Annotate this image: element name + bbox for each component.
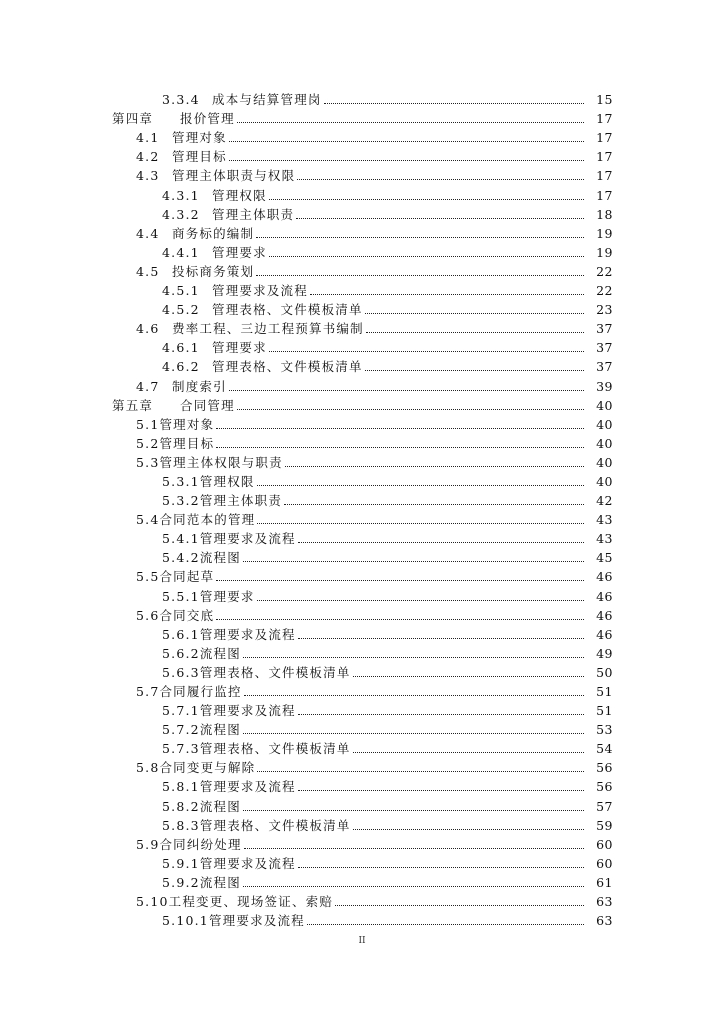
toc-entry-number: 4.6.1 [162, 340, 200, 356]
toc-entry-title [162, 303, 363, 317]
toc-entry-page: 46 [596, 569, 613, 585]
toc-entry-page: 37 [596, 340, 613, 356]
toc-entry-page: 17 [596, 168, 613, 184]
toc-entry-title [162, 704, 296, 718]
toc-entry [0, 394, 724, 413]
toc-entry [0, 126, 724, 145]
dot-leader [256, 237, 584, 238]
toc-entry [0, 775, 724, 794]
toc-entry-title [162, 246, 267, 260]
dot-leader [243, 657, 584, 658]
toc-entry-title [162, 590, 255, 604]
toc-entry-number: 4.2 [136, 149, 160, 165]
toc-entry-label: 管理要求 [212, 340, 267, 356]
toc-entry [0, 298, 724, 317]
dot-leader [244, 695, 584, 696]
toc-entry-title [162, 360, 363, 374]
toc-entry-label: 合同范本的管理 [159, 512, 256, 528]
dot-leader [243, 886, 584, 887]
toc-entry-label: 管理目标 [159, 435, 215, 451]
toc-entry [0, 604, 724, 623]
toc-entry-title [162, 93, 322, 107]
dot-leader [237, 122, 584, 123]
dot-leader [257, 485, 584, 486]
toc-entry-label: 管理表格、文件模板清单 [199, 664, 351, 680]
toc-entry-number: 4.5.1 [162, 283, 200, 299]
toc-entry-number: 5.9.2 [162, 874, 200, 890]
toc-entry-page: 18 [596, 206, 613, 222]
toc-entry-page: 60 [596, 855, 613, 871]
toc-entry-label: 合同交底 [159, 607, 215, 623]
toc-entry-page: 61 [596, 874, 613, 890]
toc-entry [0, 909, 724, 928]
toc-entry-label: 流程图 [199, 798, 241, 814]
dot-leader [335, 905, 584, 906]
toc-entry-label: 合同起草 [159, 569, 215, 585]
toc-entry-page: 43 [596, 531, 613, 547]
dot-leader [365, 370, 584, 371]
toc-entry-title [136, 895, 333, 909]
toc-entry-label: 流程图 [199, 874, 241, 890]
toc-entry-title [136, 570, 214, 584]
toc-entry [0, 279, 724, 298]
toc-entry-page: 43 [596, 512, 613, 528]
toc-entry-label: 管理要求及流程 [212, 283, 308, 299]
dot-leader [229, 141, 584, 142]
toc-entry-number: 5.4 [136, 512, 160, 528]
dot-leader [216, 580, 584, 581]
toc-entry-label: 投标商务策划 [172, 263, 255, 279]
toc-entry [0, 584, 724, 603]
toc-entry-number: 4.7 [136, 378, 160, 394]
toc-entry-page: 46 [596, 607, 613, 623]
dot-leader [353, 676, 584, 677]
toc-entry-title [136, 456, 283, 470]
toc-entry-page: 59 [596, 817, 613, 833]
toc-entry-title [136, 150, 227, 164]
toc-entry-title [162, 284, 308, 298]
toc-entry-page: 49 [596, 645, 613, 661]
toc-entry-label: 管理要求 [199, 588, 255, 604]
toc-entry-number: 5.1 [136, 416, 160, 432]
toc-entry-label: 管理要求及流程 [208, 913, 305, 929]
toc-entry [0, 470, 724, 489]
toc-entry-page: 17 [596, 187, 613, 203]
toc-entry-page: 63 [596, 913, 613, 929]
toc-entry-number: 5.3.2 [162, 493, 200, 509]
toc-entry-title [162, 341, 267, 355]
toc-entry-label: 合同管理 [180, 397, 235, 413]
toc-entry [0, 699, 724, 718]
toc-entry [0, 164, 724, 183]
toc-entry-title [162, 819, 351, 833]
toc-entry-title [162, 742, 351, 756]
toc-entry [0, 833, 724, 852]
toc-entry-number: 5.7.2 [162, 722, 200, 738]
toc-entry-title [162, 208, 294, 222]
toc-entry-title [162, 857, 296, 871]
toc-entry-page: 53 [596, 722, 613, 738]
toc-entry-page: 19 [596, 244, 613, 260]
toc-entry-page: 15 [596, 92, 613, 108]
toc-entry [0, 203, 724, 222]
toc-entry-label: 成本与结算管理岗 [212, 92, 322, 108]
dot-leader [353, 829, 584, 830]
toc-entry-page: 42 [596, 493, 613, 509]
dot-leader [237, 409, 584, 410]
toc-entry [0, 222, 724, 241]
dot-leader [298, 542, 584, 543]
toc-entry-number: 5.6.2 [162, 645, 200, 661]
toc-entry [0, 508, 724, 527]
toc-entry-number: 4.4 [136, 225, 160, 241]
toc-entry-page: 23 [596, 302, 613, 318]
toc-entry [0, 527, 724, 546]
toc-entry-page: 46 [596, 626, 613, 642]
toc-entry-number: 4.1 [136, 130, 160, 146]
toc-entry-title [162, 475, 255, 489]
toc-entry [0, 88, 724, 107]
toc-entry-number: 5.10 [136, 894, 169, 910]
dot-leader [257, 600, 584, 601]
toc-entry-label: 管理权限 [199, 473, 255, 489]
dot-leader [216, 619, 584, 620]
toc-entry-label: 合同变更与解除 [159, 760, 256, 776]
toc-entry-page: 37 [596, 359, 613, 375]
toc-entry [0, 756, 724, 775]
toc-entry-title [136, 380, 227, 394]
toc-entry-page: 51 [596, 684, 613, 699]
dot-leader [269, 199, 584, 200]
dot-leader [244, 848, 584, 849]
dot-leader [298, 638, 584, 639]
dot-leader [297, 179, 584, 180]
toc-entry-page: 40 [596, 416, 613, 432]
toc-entry-number: 5.10.1 [162, 913, 209, 929]
toc-entry-number: 5.8.2 [162, 798, 200, 814]
dot-leader [298, 790, 584, 791]
toc-entry [0, 183, 724, 202]
toc-entry-title [136, 838, 242, 852]
toc-entry-page: 56 [596, 760, 613, 776]
toc-entry-page: 17 [596, 111, 613, 127]
toc-entry [0, 546, 724, 565]
toc-entry-label: 管理主体职责与权限 [172, 168, 296, 184]
toc-entry-number: 5.2 [136, 435, 160, 451]
toc-entry [0, 623, 724, 642]
toc-entry-label: 费率工程、三边工程预算书编制 [172, 321, 364, 337]
dot-leader [256, 275, 584, 276]
toc-entry [0, 737, 724, 756]
toc-entry-title [112, 399, 235, 413]
toc-entry-number: 5.9.1 [162, 855, 200, 871]
toc-entry-label: 管理要求及流程 [199, 703, 296, 719]
toc-entry [0, 336, 724, 355]
toc-entry [0, 871, 724, 890]
toc-entry-number: 5.4.2 [162, 550, 200, 566]
toc-entry-number: 5.5.1 [162, 588, 200, 604]
toc-entry-label: 工程变更、现场签证、索赔 [168, 894, 334, 910]
toc-entry-title [136, 437, 214, 451]
toc-entry-label: 管理主体权限与职责 [159, 454, 283, 470]
toc-entry-label: 管理对象 [172, 130, 227, 146]
toc-entry-page: 39 [596, 378, 613, 394]
toc-entry [0, 794, 724, 813]
toc-entry-number: 4.4.1 [162, 244, 200, 260]
toc-entry-title [162, 551, 241, 565]
toc-entry [0, 260, 724, 279]
dot-leader [216, 447, 584, 448]
toc-entry [0, 680, 724, 699]
toc-entry-number: 5.5 [136, 569, 160, 585]
toc-entry-page: 57 [596, 798, 613, 814]
toc-entry [0, 661, 724, 680]
toc-entry-label: 管理表格、文件模板清单 [212, 359, 363, 375]
toc-entry-title [136, 265, 254, 279]
toc-entry [0, 718, 724, 737]
toc-entry-label: 管理要求及流程 [199, 855, 296, 871]
toc-entry-page: 17 [596, 130, 613, 146]
toc-entry-title [162, 914, 305, 928]
toc-entry-title [162, 800, 241, 814]
toc-entry-label: 流程图 [199, 722, 241, 738]
dot-leader [229, 390, 584, 391]
toc-entry [0, 107, 724, 126]
toc-entry-title [162, 876, 241, 890]
toc-entry-title [162, 532, 296, 546]
toc-entry-label: 合同履行监控 [159, 684, 242, 699]
toc-entry [0, 317, 724, 336]
toc-entry-page: 54 [596, 741, 613, 757]
dot-leader [243, 810, 584, 811]
toc-entry-number: 4.6 [136, 321, 160, 337]
toc-entry [0, 241, 724, 260]
toc-entry-title [136, 513, 255, 527]
toc-entry-page: 40 [596, 473, 613, 489]
page-number-footer: II [358, 936, 366, 946]
toc-entry [0, 890, 724, 909]
toc-entry [0, 642, 724, 661]
toc-entry [0, 145, 724, 164]
dot-leader [269, 256, 584, 257]
toc-entry [0, 374, 724, 393]
dot-leader [298, 714, 584, 715]
toc-entry-title [136, 761, 255, 775]
toc-entry-page: 60 [596, 836, 613, 852]
dot-leader [307, 924, 584, 925]
toc-entry-title [162, 628, 296, 642]
toc-entry-number: 5.4.1 [162, 531, 200, 547]
toc-entry-label: 管理要求 [212, 244, 267, 260]
toc-entry-page: 45 [596, 550, 613, 566]
toc-entry [0, 565, 724, 584]
toc-entry-number: 5.7.1 [162, 703, 200, 719]
toc-entry-label: 合同纠纷处理 [159, 836, 242, 852]
toc-entry-number: 4.3 [136, 168, 160, 184]
toc-entry-label: 流程图 [199, 550, 241, 566]
toc-entry-page: 51 [596, 703, 613, 719]
toc-entry-title [162, 647, 241, 661]
toc-entry-title [136, 322, 364, 336]
toc-entry-title [162, 723, 241, 737]
toc-entry-page: 56 [596, 779, 613, 795]
toc-entry-number: 第四章 [112, 111, 154, 127]
toc-entry [0, 814, 724, 833]
dot-leader [257, 771, 584, 772]
dot-leader [353, 752, 584, 753]
toc-entry-number: 5.8.3 [162, 817, 200, 833]
toc-entry-label: 管理主体职责 [212, 206, 295, 222]
dot-leader [296, 218, 584, 219]
toc-entry-title [136, 418, 214, 432]
toc-entry-number: 5.7.3 [162, 741, 200, 757]
toc-entry-label: 管理要求及流程 [199, 779, 296, 795]
toc-entry [0, 451, 724, 470]
toc-entry [0, 852, 724, 871]
toc-entry-page: 37 [596, 321, 613, 337]
toc-entry-label: 制度索引 [172, 378, 227, 394]
toc-entry-title [162, 780, 296, 794]
toc-entry-label: 管理要求及流程 [199, 626, 296, 642]
toc-entry-page: 40 [596, 454, 613, 470]
toc-entry-label: 管理表格、文件模板清单 [212, 302, 363, 318]
toc-entry-label: 管理表格、文件模板清单 [199, 741, 351, 757]
toc-entry-number: 5.3 [136, 454, 160, 470]
toc-entry-number: 4.3.2 [162, 206, 200, 222]
toc-entry-page: 17 [596, 149, 613, 165]
toc-entry-title [136, 227, 254, 241]
dot-leader [365, 313, 584, 314]
dot-leader [298, 867, 584, 868]
toc-entry-page: 50 [596, 664, 613, 680]
toc-entry-page: 40 [596, 435, 613, 451]
toc-entry-page: 63 [596, 894, 613, 910]
toc-entry-number: 5.6.1 [162, 626, 200, 642]
toc-entry-number: 5.7 [136, 684, 160, 699]
dot-leader [310, 294, 584, 295]
dot-leader [324, 103, 584, 104]
dot-leader [229, 160, 584, 161]
toc-entry-number: 5.6.3 [162, 664, 200, 680]
toc-entry-page: 19 [596, 225, 613, 241]
toc-entry-title [162, 189, 267, 203]
toc-entry-label: 流程图 [199, 645, 241, 661]
toc-entry-page: 22 [596, 283, 613, 299]
toc-entry [0, 355, 724, 374]
toc-entry-label: 管理表格、文件模板清单 [199, 817, 351, 833]
dot-leader [284, 504, 584, 505]
toc-entry-title [136, 131, 227, 145]
toc-entry-number: 4.6.2 [162, 359, 200, 375]
toc-entry [0, 489, 724, 508]
toc-entry-title [136, 169, 295, 183]
toc-entry-number: 5.6 [136, 607, 160, 623]
toc-entry-label: 管理主体职责 [199, 493, 283, 509]
toc-entry-number: 3.3.4 [162, 92, 200, 108]
toc-entry-page: 46 [596, 588, 613, 604]
dot-leader [243, 733, 584, 734]
toc-entry-label: 管理权限 [212, 187, 267, 203]
toc-entry-number: 5.9 [136, 836, 160, 852]
dot-leader [366, 332, 584, 333]
toc-entry-number: 第五章 [112, 397, 154, 413]
toc-entry-title [162, 494, 282, 508]
toc-entry-label: 管理要求及流程 [199, 531, 296, 547]
toc-entry-label: 报价管理 [180, 111, 235, 127]
toc-entry-number: 5.3.1 [162, 473, 200, 489]
toc-entry-title [136, 609, 214, 623]
dot-leader [269, 351, 584, 352]
toc-entry-title [136, 685, 242, 699]
dot-leader [257, 523, 584, 524]
toc-entry-title [162, 666, 351, 680]
toc-entry-number: 4.5.2 [162, 302, 200, 318]
toc-entry [0, 432, 724, 451]
table-of-contents [0, 88, 724, 928]
toc-entry-number: 5.8 [136, 760, 160, 776]
dot-leader [285, 466, 584, 467]
toc-entry-label: 商务标的编制 [172, 225, 255, 241]
toc-entry-label: 管理目标 [172, 149, 227, 165]
toc-entry-label: 管理对象 [159, 416, 215, 432]
toc-entry-number: 5.8.1 [162, 779, 200, 795]
toc-entry-title [112, 112, 235, 126]
dot-leader [216, 428, 584, 429]
dot-leader [243, 561, 584, 562]
toc-entry-page: 40 [596, 397, 613, 413]
toc-entry-number: 4.3.1 [162, 187, 200, 203]
toc-entry [0, 413, 724, 432]
toc-entry-page: 22 [596, 263, 613, 279]
toc-entry-number: 4.5 [136, 263, 160, 279]
